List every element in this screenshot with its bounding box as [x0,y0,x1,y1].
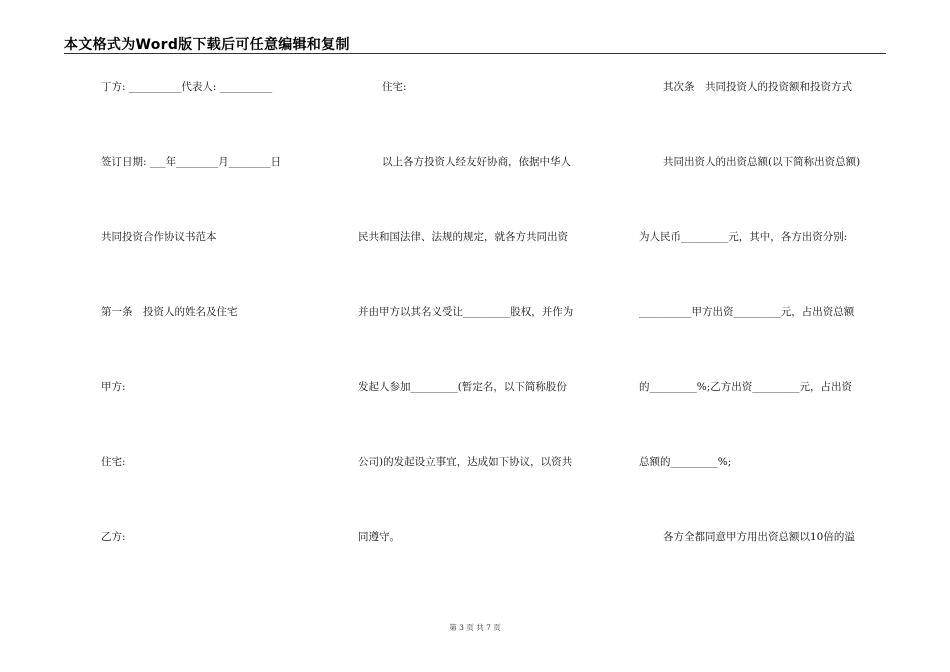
right-line-6: 总额的_________%; [639,456,732,468]
middle-line-4: 并由甲方以其名义受让_________股权，并作为 [358,306,574,318]
left-line-1: 丁方: __________代表人: __________ [101,81,273,93]
middle-line-3: 民共和国法律、法规的规定，就各方共同出资 [358,231,568,243]
middle-line-2: 以上各方投资人经友好协商，依据中华人 [382,156,571,168]
right-line-2: 共同出资人的出资总额(以下简称出资总额) [663,156,861,168]
middle-line-7: 同遵守。 [358,531,400,543]
page-number-footer: 第 3 页 共 7 页 [449,623,501,632]
middle-line-1: 住宅: [382,81,407,93]
right-line-1: 其次条 共同投资人的投资额和投资方式 [663,81,852,93]
header-divider [64,53,886,54]
middle-line-6: 公司)的发起设立事宜，达成如下协议，以资共 [358,456,573,468]
right-line-7: 各方全都同意甲方用出资总额以10倍的溢 [663,531,855,543]
right-line-3: 为人民币_________元，其中，各方出资分别: [639,231,848,243]
left-line-6: 住宅: [101,456,126,468]
left-line-3: 共同投资合作协议书范本 [101,231,217,243]
document-header-title: 本文格式为Word版下载后可任意编辑和复制 [64,37,350,53]
left-line-5: 甲方: [101,381,126,393]
left-line-7: 乙方: [101,531,126,543]
right-line-4: __________甲方出资_________元，占出资总额 [639,306,855,318]
left-line-4: 第一条 投资人的姓名及住宅 [101,306,238,318]
right-line-5: 的_________%;乙方出资_________元，占出资 [639,381,853,393]
middle-line-5: 发起人参加_________(暂定名，以下简称股份 [358,381,567,393]
left-line-2: 签订日期: ___年________月________日 [101,156,282,168]
